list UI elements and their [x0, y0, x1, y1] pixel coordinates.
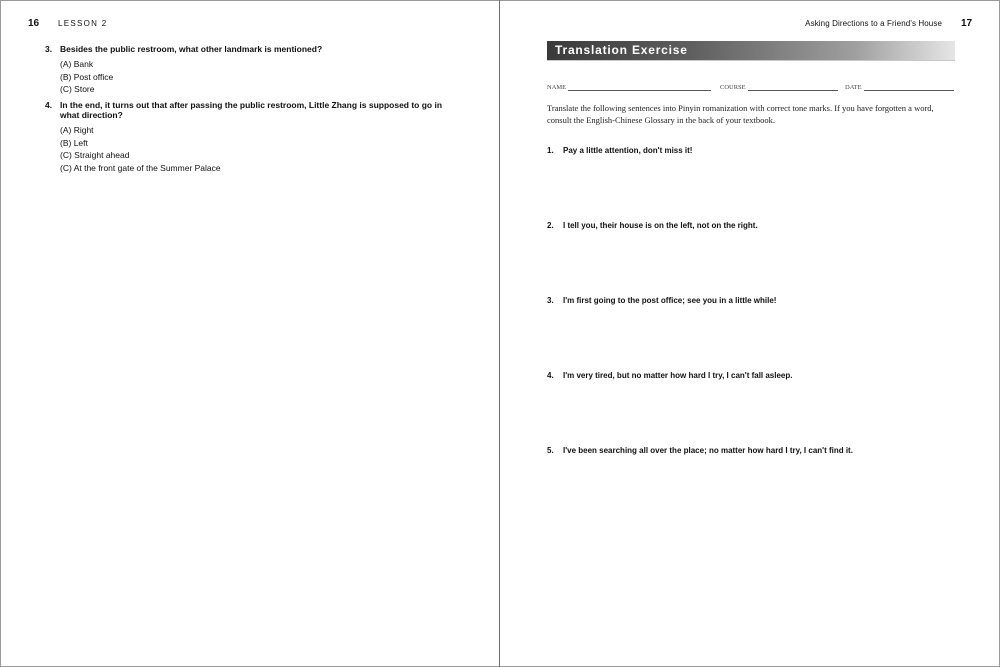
exercise-number: 3. — [547, 296, 554, 305]
instructions: Translate the following sentences into Pinyin romanization with correct tone marks. If you have forgotten a word, consult the English-Chinese Glossary in the back of your textbook. — [547, 103, 934, 125]
exercise-number: 4. — [547, 371, 554, 380]
exercise-number: 2. — [547, 221, 554, 230]
section-title: Translation Exercise — [555, 43, 688, 57]
date-field[interactable] — [845, 83, 955, 91]
running-head: LESSON 2 — [58, 19, 108, 28]
left-page — [0, 0, 499, 667]
running-head: Asking Directions to a Friend's House — [805, 19, 942, 28]
question-number: 4. — [45, 100, 53, 110]
answer-option: (B) Post office — [60, 71, 114, 82]
answer-option: (A) Right — [60, 125, 94, 135]
question-number: 3. — [45, 44, 53, 54]
date-line[interactable] — [864, 83, 954, 91]
course-line[interactable] — [748, 83, 838, 91]
answer-options — [60, 58, 445, 96]
name-line[interactable] — [568, 83, 711, 91]
answer-option: (C) At the front gate of the Summer Palace — [60, 162, 221, 173]
course-label: COURSE — [720, 84, 746, 91]
question-text: In the end, it turns out that after passing the public restroom, Little Zhang is supposed to go in what direction? — [60, 100, 443, 120]
name-label: NAME — [547, 84, 567, 91]
exercise-text: I'm very tired, but no matter how hard I try, I can't fall asleep. — [563, 371, 793, 380]
exercise-item — [547, 371, 955, 380]
page-number: 16 — [28, 18, 40, 29]
student-info-fields — [547, 83, 955, 91]
exercise-text: I've been searching all over the place; no matter how hard I try, I can't find it. — [563, 446, 853, 455]
exercise-item — [547, 146, 955, 155]
answer-option: (B) Left — [60, 137, 88, 148]
date-label: DATE — [845, 84, 862, 91]
exercise-text: Pay a little attention, don't miss it! — [563, 146, 693, 155]
exercise-item — [547, 221, 955, 230]
answer-options — [60, 124, 445, 174]
answer-option: (C) Straight ahead — [60, 150, 130, 161]
course-field[interactable] — [720, 83, 845, 91]
exercise-text: I tell you, their house is on the left, not on the right. — [563, 221, 758, 230]
question-3 — [45, 44, 445, 96]
exercise-item — [547, 446, 955, 455]
name-field[interactable] — [547, 83, 720, 91]
exercise-item — [547, 296, 955, 305]
answer-option: (C) Store — [60, 84, 95, 95]
question-4 — [45, 100, 445, 174]
exercise-number: 5. — [547, 446, 554, 455]
question-text: Besides the public restroom, what other landmark is mentioned? — [60, 44, 323, 54]
answer-option: (A) Bank — [60, 59, 94, 69]
right-page — [500, 0, 1000, 667]
exercise-text: I'm first going to the post office; see you in a little while! — [563, 296, 777, 305]
exercise-number: 1. — [547, 146, 554, 155]
page-number: 17 — [961, 18, 973, 29]
section-banner — [547, 41, 955, 60]
